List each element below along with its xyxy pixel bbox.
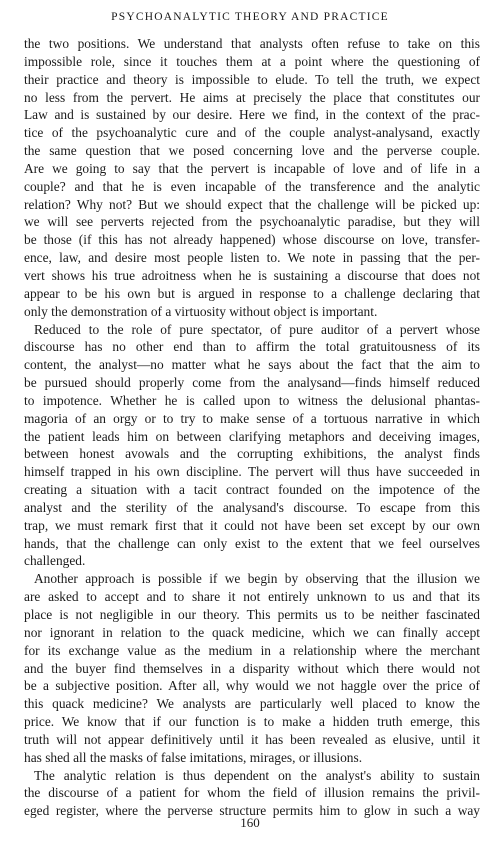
text-line: challenged. xyxy=(24,553,86,569)
text-line: this quack medicine? We analysts are particularly well placed to know the xyxy=(24,696,480,712)
body-text xyxy=(24,35,480,820)
text-line: vert shows his true adroitness when he is sustaining a discourse that does not xyxy=(24,267,480,283)
text-line: the two positions. We understand that analysts often refuse to take on this xyxy=(24,36,480,51)
text-line: tice of the psychoanalytic cure and of the couple analyst-analysand, exactly xyxy=(24,125,480,141)
text-line: eged register, where the perverse structure permits him to glow in such a way xyxy=(24,803,480,819)
text-line: nor ignorant in relation to the quack medicine, which we can finally accept xyxy=(24,624,480,640)
text-line: ence, law, and desire most people listen to. We note in passing that the per- xyxy=(24,250,480,266)
text-line: only the demonstration of a virtuosity without object is important. xyxy=(24,303,378,319)
text-line: Law and is sustained by our desire. Here we find, in the context of the prac- xyxy=(24,107,480,123)
text-line: be those (if this has not already happened) whose discourse on love, transfer- xyxy=(24,232,480,248)
text-line: truth will not appear definitively until it has been revealed as elusive, until it xyxy=(24,731,480,747)
text-line: Are we going to say that the pervert is incapable of love and of life in a xyxy=(24,160,480,176)
text-line: appear to be his own but is argued in response to a challenge declaring that xyxy=(24,285,480,301)
text-line: no less from the pervert. He aims at precisely the place that constitutes our xyxy=(24,89,480,105)
text-line: analyst and the sterility of the analysand's discourse. To escape from this xyxy=(24,499,480,515)
text-line: impossible role, since it touches them at a point where the questioning of xyxy=(24,53,480,69)
text-line: be a subjective position. After all, why would we not haggle over the price of xyxy=(24,678,480,694)
text-line: hands, that the challenge can only exist to the extent that we feel ourselves xyxy=(24,535,480,551)
text-line: Another approach is possible if we begin by observing that the illusion we xyxy=(34,571,480,587)
text-line: are asked to accept and to share it not entirely unknown to us and that its xyxy=(24,589,480,605)
text-line: relation? Why not? But we should expect that the challenge will be picked up: xyxy=(24,196,480,212)
text-line: price. We know that if our function is to make a hidden truth emerge, this xyxy=(24,714,480,730)
text-line: Reduced to the role of pure spectator, of pure auditor of a pervert whose xyxy=(34,321,480,337)
text-line: The analytic relation is thus dependent on the analyst's ability to sustain xyxy=(34,767,480,783)
text-line: for its exchange value as the medium in a relationship where the merchant xyxy=(24,642,480,658)
text-line: to impotence. Whether he is called upon to witness the delusional phantas- xyxy=(24,392,480,408)
text-line: creating a situation with a tacit contract founded on the impotence of the xyxy=(24,482,480,498)
text-line: has shed all the masks of false imitations, mirages, or illusions. xyxy=(24,749,363,765)
text-line: discourse has no other end than to affirm the total gratuitousness of its xyxy=(24,339,480,355)
text-line: the same question that we posed concerning love and the perverse couple. xyxy=(24,143,480,159)
text-line: place is not negligible in our theory. This permits us to be neither fascinated xyxy=(24,607,480,622)
text-line: magoria of an orgy or to try to make sense of a tortuous narrative in which xyxy=(24,410,480,426)
text-line: content, the analyst—no matter what he says about the fact that the aim to xyxy=(24,357,480,373)
text-line: and the buyer find themselves in a disparity without which there would not xyxy=(24,660,480,676)
text-line: trap, we must remark first that it could not have been set except by our own xyxy=(24,517,480,533)
text-line: their practice and theory is impossible to elude. To tell the truth, we expect xyxy=(24,71,480,87)
text-line: the patient leads him on between clarifying metaphors and deceiving images, xyxy=(24,428,480,444)
text-line: himself trapped in his own discipline. The pervert will thus have succeeded in xyxy=(24,464,480,480)
text-line: we will see perverts rejected from the psychoanalytic paradise, but they will xyxy=(24,214,480,230)
running-head: PSYCHOANALYTIC THEORY AND PRACTICE xyxy=(111,11,389,23)
text-line: be pursued should properly come from the analysand—finds himself reduced xyxy=(24,375,480,391)
text-line: the discourse of a patient for whom the field of illusion remains the privil- xyxy=(24,785,480,801)
text-line: between honest avowals and the corrupting exhibitions, the analyst finds xyxy=(24,446,480,462)
page-number: 160 xyxy=(240,815,260,830)
text-line: couple? and that he is even incapable of the transference and the analytic xyxy=(24,178,480,194)
